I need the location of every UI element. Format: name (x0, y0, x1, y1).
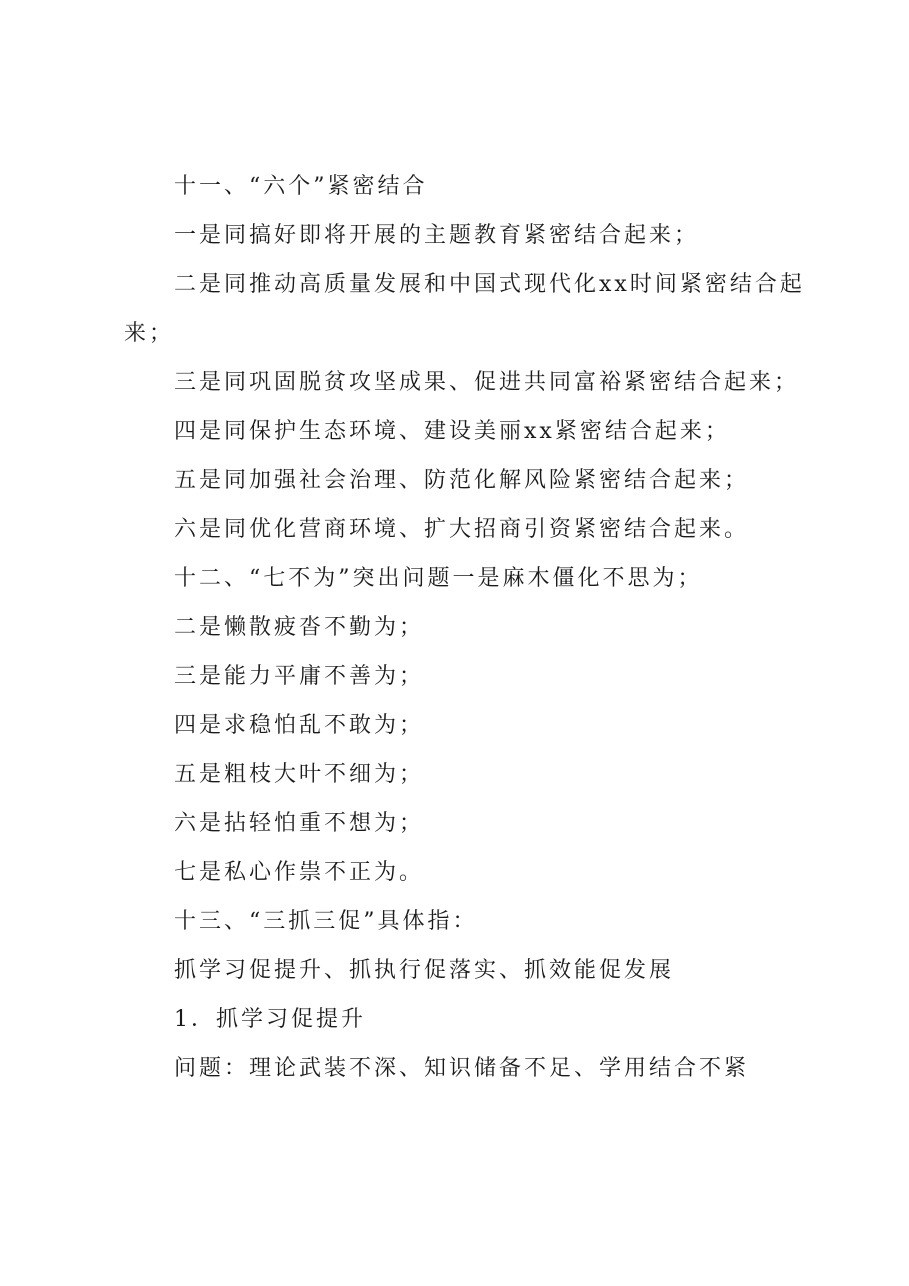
paragraph: 六是拈轻怕重不想为； (174, 811, 425, 836)
paragraph: 三是同巩固脱贫攻坚成果、促进共同富裕紧密结合起来； (174, 370, 800, 395)
document-body (124, 162, 824, 1093)
paragraph: 四是求稳怕乱不敢为； (174, 713, 425, 738)
paragraph: 六是同优化营商环境、扩大招商引资紧密结合起来。 (174, 517, 750, 542)
section-heading-13: 十三、“三抓三促”具体指： (174, 909, 478, 934)
paragraph: 一是同搞好即将开展的主题教育紧密结合起来； (174, 223, 700, 248)
paragraph: 二是同推动高质量发展和中国式现代化xx时间紧密结合起来； (124, 272, 805, 346)
paragraph: 问题：理论武装不深、知识储备不足、学用结合不紧 (174, 1056, 750, 1081)
paragraph: 四是同保护生态环境、建设美丽xx紧密结合起来； (174, 419, 730, 444)
paragraph: 抓学习促提升、抓执行促落实、抓效能促发展 (174, 958, 675, 983)
paragraph: 三是能力平庸不善为； (174, 664, 425, 689)
section-heading-11: 十一、“六个”紧密结合 (174, 174, 428, 199)
paragraph: 七是私心作祟不正为。 (174, 860, 425, 885)
subsection-heading: 1．抓学习促提升 (174, 1007, 366, 1032)
paragraph: 五是同加强社会治理、防范化解风险紧密结合起来； (174, 468, 750, 493)
paragraph: 二是懒散疲沓不勤为； (174, 615, 425, 640)
paragraph: 五是粗枝大叶不细为； (174, 762, 425, 787)
section-heading-12: 十二、“七不为”突出问题一是麻木僵化不思为； (174, 566, 703, 591)
